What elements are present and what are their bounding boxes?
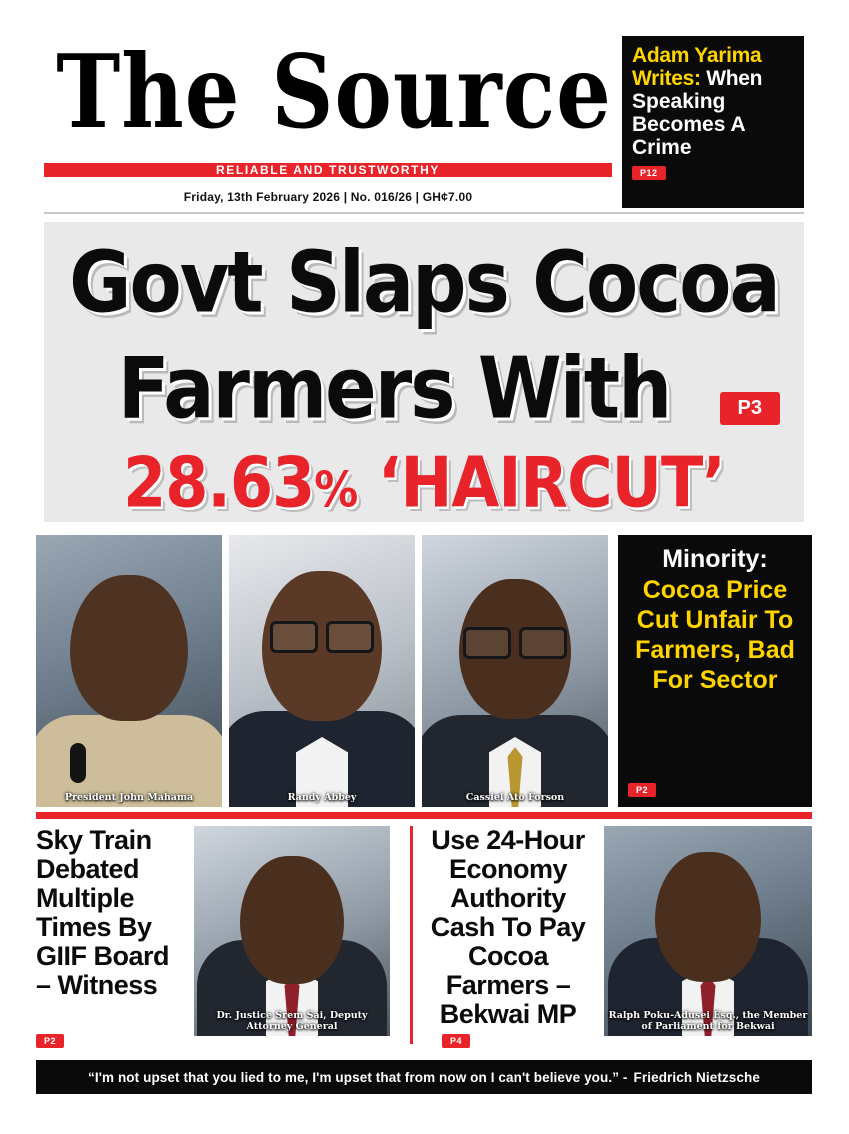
promo-line-1 <box>632 44 794 67</box>
quote-author: Friedrich Nietzsche <box>633 1069 760 1085</box>
masthead <box>44 32 624 216</box>
bottom-stories-row <box>36 826 812 1052</box>
minority-body: Cocoa Price Cut Unfair To Farmers, Bad For Sector <box>635 576 795 694</box>
microphone-icon <box>70 743 86 783</box>
photo-ralph-poku-adusei <box>604 826 812 1036</box>
lead-page-tag[interactable]: P3 <box>720 392 780 425</box>
issue-line: Friday, 13th February 2026 | No. 016/26 | GH¢7.00 <box>183 190 473 204</box>
quote-text: “I'm not upset that you lied to me, I'm upset that from now on I can't believe you.” - <box>88 1069 628 1085</box>
photo-head <box>240 856 344 984</box>
promo-line-2 <box>632 67 794 90</box>
photo-randy-abbey <box>229 535 415 807</box>
glasses-icon <box>270 621 374 647</box>
quote-bar <box>36 1060 812 1094</box>
minority-story-box[interactable] <box>618 535 812 807</box>
promo-line-3: Speaking <box>632 90 726 113</box>
sky-train-page-tag[interactable]: P2 <box>36 1034 64 1048</box>
story-bekwai-mp[interactable] <box>422 826 594 1052</box>
promo-author: Adam Yarima <box>632 44 762 67</box>
photo-head <box>655 852 761 982</box>
promo-page-tag[interactable]: P12 <box>632 166 666 180</box>
photo-mahama <box>36 535 222 807</box>
vertical-red-separator <box>410 826 413 1044</box>
photo-caption: Ralph Poku-Adusei Esq., the Member of Parliament for Bekwai <box>608 1010 808 1032</box>
header-divider <box>44 212 804 214</box>
haircut-number: 28.63 <box>123 441 315 524</box>
photo-ato-forson <box>422 535 608 807</box>
photo-caption: Cassiel Ato Forson <box>465 792 565 803</box>
photo-caption: President John Mahama <box>64 792 194 803</box>
masthead-tagline: RELIABLE AND TRUSTWORTHY <box>216 163 440 177</box>
promo-writes-label: Writes: <box>632 67 701 90</box>
minority-page-tag[interactable]: P2 <box>628 783 656 797</box>
section-red-rule <box>36 812 812 819</box>
bekwai-headline: Use 24-Hour Economy Authority Cash To Pay Cocoa Farmers – Bekwai MP <box>430 825 586 1029</box>
haircut-word: ‘HAIRCUT’ <box>357 441 725 524</box>
promo-line-4: Becomes A <box>632 113 746 136</box>
photo-row <box>36 535 612 807</box>
story-sky-train[interactable] <box>36 826 186 1052</box>
lead-headline-line-3 <box>44 441 804 530</box>
glasses-icon <box>463 627 567 653</box>
promo-line-5: Crime <box>632 136 692 159</box>
promo-box-adam-yarima[interactable] <box>622 36 804 208</box>
bekwai-page-tag[interactable]: P4 <box>442 1034 470 1048</box>
haircut-percent-sign: % <box>314 461 358 520</box>
lead-headline-line-2: Farmers With <box>117 337 671 438</box>
lead-headline-block <box>44 222 804 522</box>
newspaper-title: The Source <box>56 32 612 152</box>
lead-headline-line-1: Govt Slaps Cocoa <box>69 231 779 332</box>
photo-head <box>70 575 188 721</box>
minority-title: Minority: <box>662 545 768 573</box>
promo-when-label: When <box>706 67 763 90</box>
sky-train-headline: Sky Train Debated Multiple Times By GIIF Board – Witness <box>36 825 170 1000</box>
photo-caption: Dr. Justice Srem Sai, Deputy Attorney General <box>216 1010 368 1032</box>
photo-caption: Randy Abbey <box>287 792 357 803</box>
photo-srem-sai <box>194 826 390 1036</box>
